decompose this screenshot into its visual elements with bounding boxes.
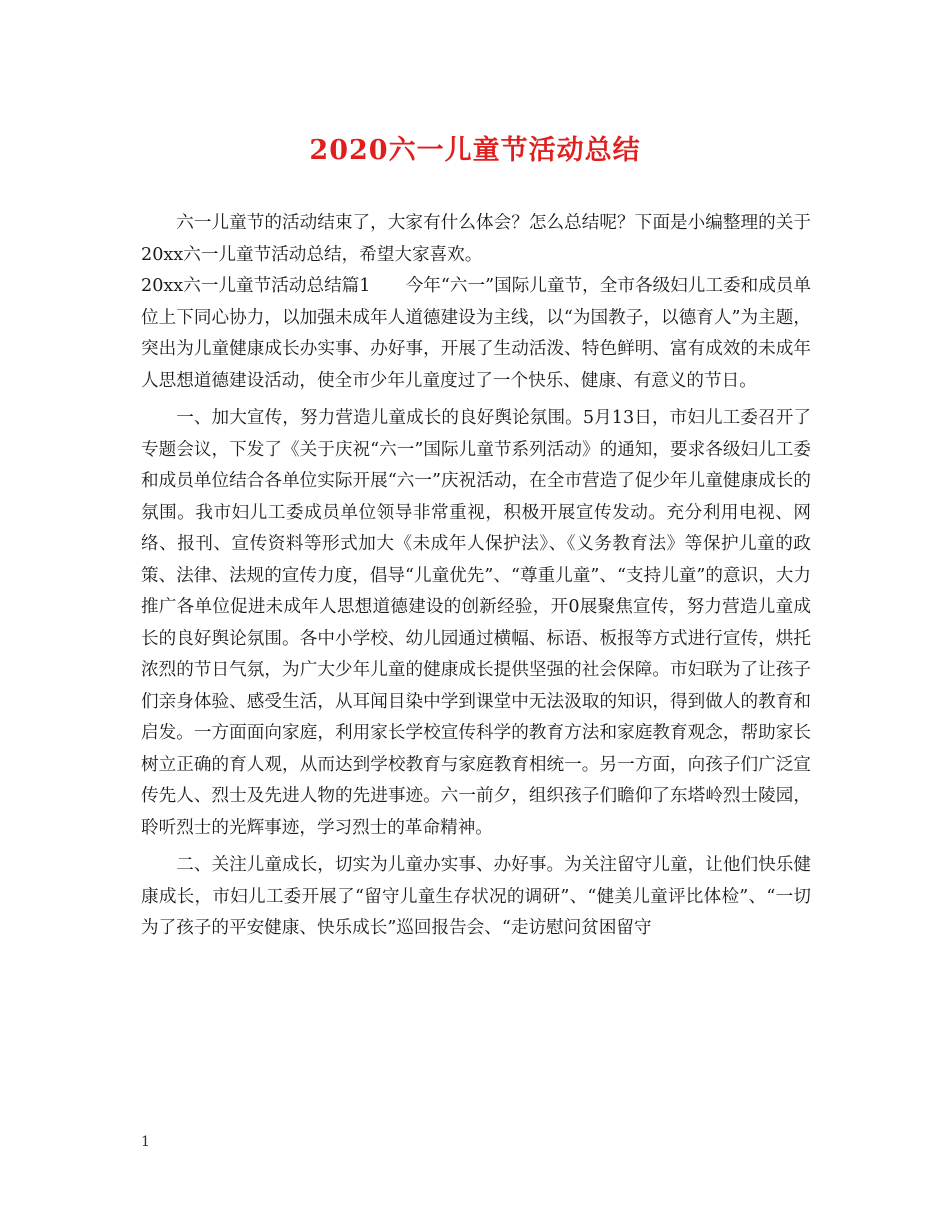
publicity-paragraph: 一、加大宣传，努力营造儿童成长的良好舆论氛围。5月13日，市妇儿工委召开了专题会议，下发了《关于庆祝“六一”国际儿童节系列活动》的通知，要求各级妇儿工委和成员单位结合各单位实际开展“六一”庆祝活动，在全市营造了促少年儿童健康成长的氛围。我市妇儿工委成员单位领导非常重视，积极开展宣传发动。充分利用电视、网络、报刊、宣传资料等形式加大《未成年人保护法》、《义务教育法》等保护儿童的政策、法律、法规的宣传力度，倡导“儿童优先”、“尊重儿童”、“支持儿童”的意识，大力推广各单位促进未成年人思想道德建设的创新经验，开0展聚焦宣传，努力营造儿童成长的良好舆论氛围。各中小学校、幼儿园通过横幅、标语、板报等方式进行宣传，烘托浓烈的节日气氛，为广大少年儿童的健康成长提供坚强的社会保障。市妇联为了让孩子们亲身体验、感受生活，从耳闻目染中学到课堂中无法汲取的知识，得到做人的教育和启发。一方面面向家庭，利用家长学校宣传科学的教育方法和家庭教育观念，帮助家长树立正确的育人观，从而达到学校教育与家庭教育相统一。另一方面，向孩子们广泛宣传先人、烈士及先进人物的先进事迹。六一前夕，组织孩子们瞻仰了东塔岭烈士陵园，聆听烈士的光辉事迹，学习烈士的革命精神。	[141, 408, 811, 838]
page-number: 1	[141, 1134, 150, 1150]
intro-paragraph: 六一儿童节的活动结束了，大家有什么体会？怎么总结呢？下面是小编整理的关于20xx六一儿童节活动总结，希望大家喜欢。	[141, 213, 811, 265]
document-body	[141, 208, 811, 945]
document-title: 2020六一儿童节活动总结	[309, 135, 641, 166]
children-care-paragraph: 二、关注儿童成长，切实为儿童办实事、办好事。为关注留守儿童，让他们快乐健康成长，市妇儿工委开展了“留守儿童生存状况的调研”、“健美儿童评比体检”、“一切为了孩子的平安健康、快乐成长”巡回报告会、“走访慰问贫困留守	[141, 855, 811, 938]
section-1-paragraph: 20xx六一儿童节活动总结篇1 今年“六一”国际儿童节，全市各级妇儿工委和成员单位上下同心协力，以加强未成年人道德建设为主线，以“为国教子，以德育人”为主题，突出为儿童健康成长办实事、办好事，开展了生动活泼、特色鲜明、富有成效的未成年人思想道德建设活动，使全市少年儿童度过了一个快乐、健康、有意义的节日。	[141, 276, 811, 391]
